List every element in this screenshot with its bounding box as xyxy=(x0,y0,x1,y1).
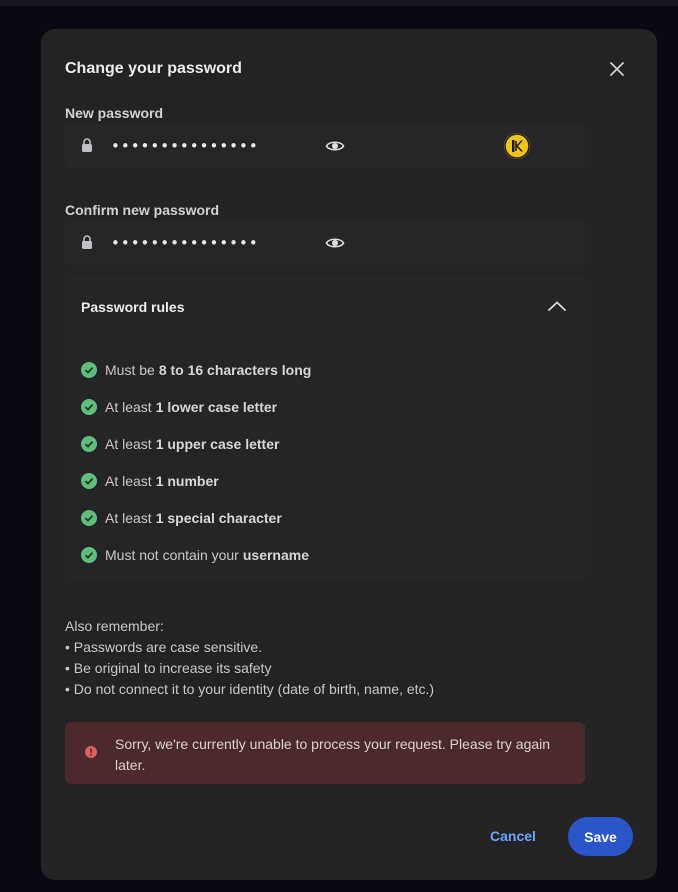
rule-emphasis: 1 special character xyxy=(155,510,282,526)
rule-item xyxy=(81,360,311,380)
check-circle-icon xyxy=(81,547,97,563)
close-button[interactable] xyxy=(603,55,631,83)
save-button[interactable]: Save xyxy=(568,817,633,856)
rule-emphasis: 8 to 16 characters long xyxy=(158,362,312,378)
rule-item xyxy=(81,434,279,454)
confirm-password-field[interactable] xyxy=(65,221,585,265)
rule-item xyxy=(81,545,309,565)
dialog-title: Change your password xyxy=(65,60,242,77)
rule-emphasis: 1 lower case letter xyxy=(155,399,278,415)
new-password-label: New password xyxy=(65,105,164,121)
check-circle-icon xyxy=(81,510,97,526)
eye-icon[interactable] xyxy=(325,233,345,253)
lock-icon xyxy=(81,235,93,250)
rule-item xyxy=(81,397,277,417)
rule-emphasis: 1 upper case letter xyxy=(155,436,280,452)
collapse-rules-button[interactable] xyxy=(543,294,571,318)
rule-emphasis: 1 number xyxy=(155,473,219,489)
check-circle-icon xyxy=(81,399,97,415)
new-password-field[interactable] xyxy=(65,124,585,168)
error-icon xyxy=(85,746,97,758)
reminders-heading: Also remember: xyxy=(65,618,164,634)
reminders xyxy=(65,616,434,700)
new-password-input[interactable] xyxy=(111,135,311,157)
password-rules-panel xyxy=(65,276,585,581)
rule-prefix: At least xyxy=(105,399,152,415)
change-password-dialog xyxy=(41,29,657,880)
rule-item xyxy=(81,508,282,528)
top-bar xyxy=(0,0,678,6)
confirm-password-label: Confirm new password xyxy=(65,202,220,218)
chevron-up-icon[interactable] xyxy=(548,301,566,311)
reminder-line: • Passwords are case sensitive. xyxy=(65,639,263,655)
password-rules-title: Password rules xyxy=(81,299,185,315)
reminder-line: • Be original to increase its safety xyxy=(65,660,272,676)
keeper-logo-icon[interactable] xyxy=(504,133,530,159)
cancel-button[interactable]: Cancel xyxy=(477,816,549,856)
rule-prefix: Must be xyxy=(105,362,155,378)
check-circle-icon xyxy=(81,473,97,489)
check-circle-icon xyxy=(81,436,97,452)
confirm-password-input[interactable] xyxy=(111,232,311,254)
rule-prefix: Must not contain your xyxy=(105,547,239,563)
eye-icon[interactable] xyxy=(325,136,345,156)
check-circle-icon xyxy=(81,362,97,378)
rule-item xyxy=(81,471,219,491)
error-message: Sorry, we're currently unable to process your request. Please try again later. xyxy=(115,736,551,773)
close-icon[interactable] xyxy=(610,62,624,76)
error-banner xyxy=(65,722,585,784)
reminder-line: • Do not connect it to your identity (date of birth, name, etc.) xyxy=(65,681,435,697)
rule-prefix: At least xyxy=(105,510,152,526)
rule-emphasis: username xyxy=(242,547,310,563)
lock-icon xyxy=(81,138,93,153)
rule-prefix: At least xyxy=(105,436,152,452)
rule-prefix: At least xyxy=(105,473,152,489)
